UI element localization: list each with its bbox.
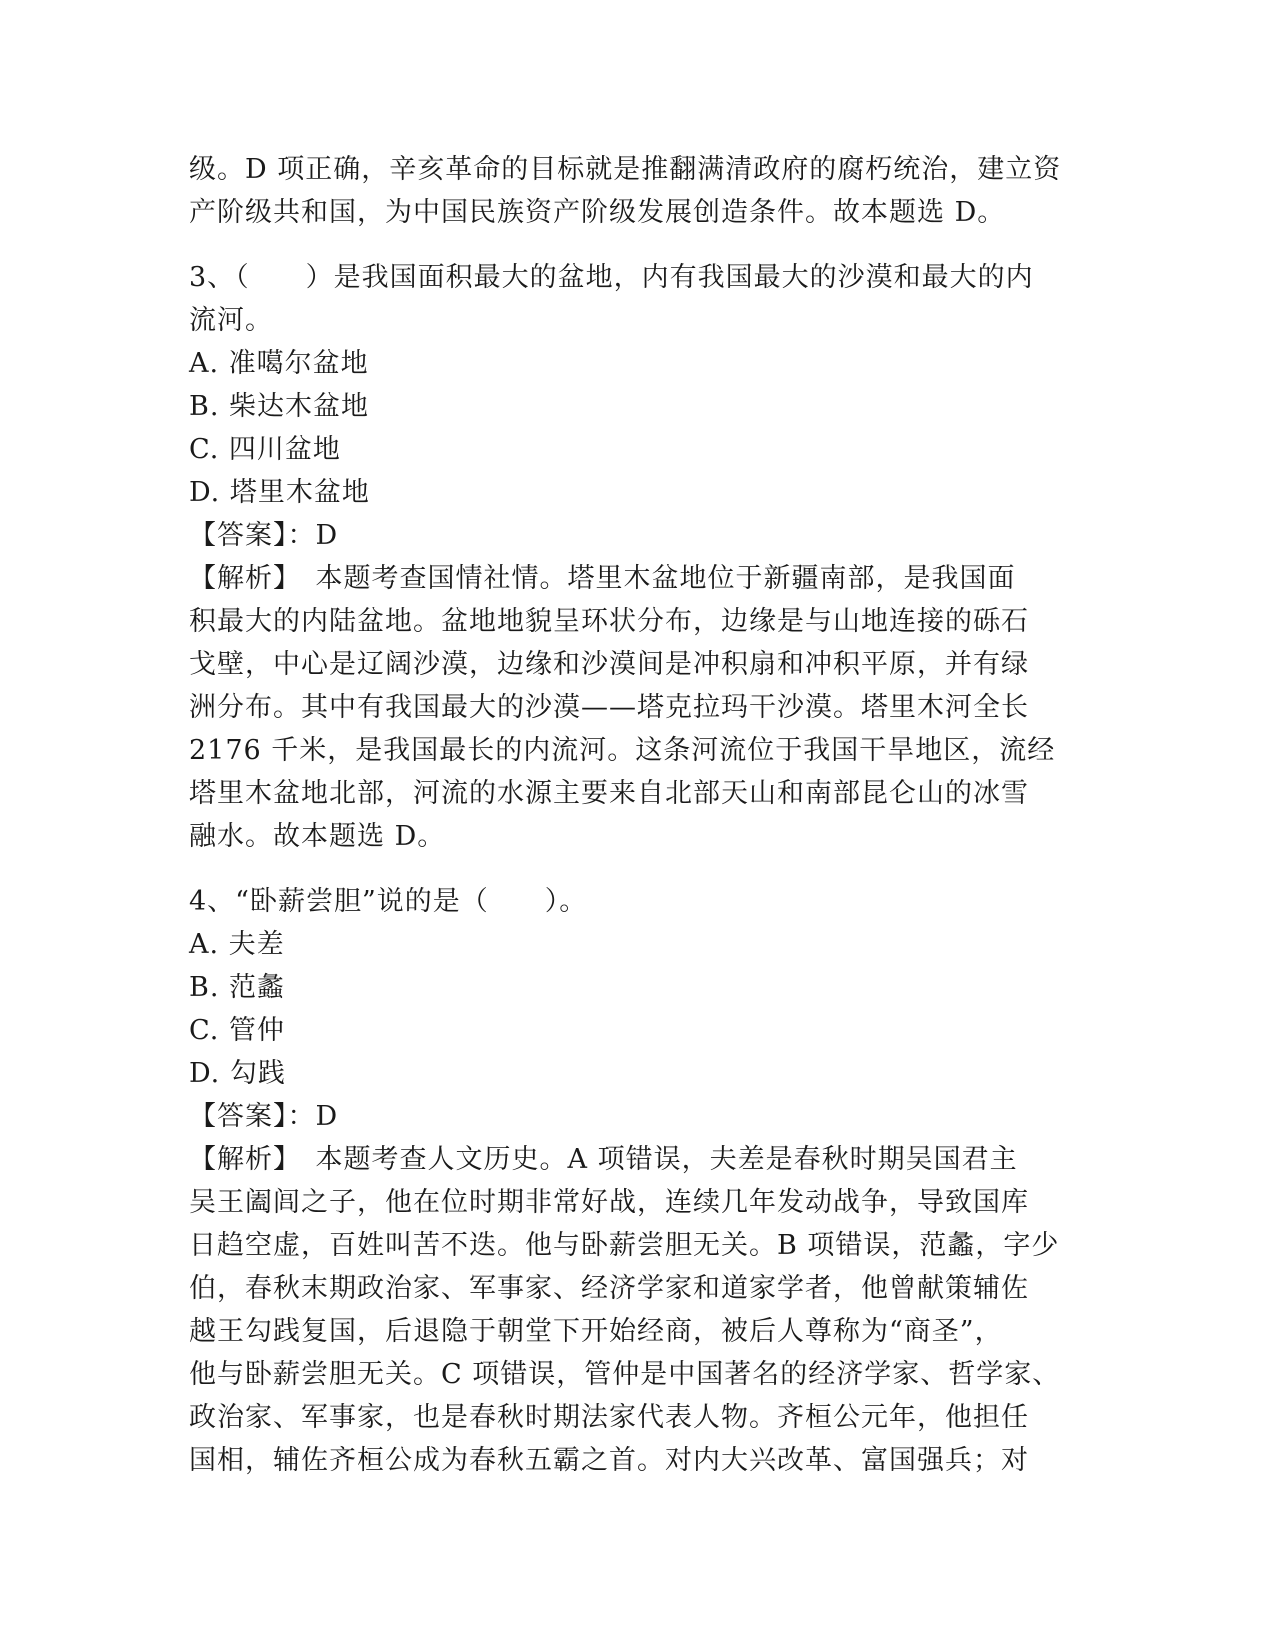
question-stem-line: 4、“卧薪尝胆”说的是（ ）。 <box>189 886 588 917</box>
option-a: A. 准噶尔盆地 <box>189 348 369 379</box>
option-c: C. 管仲 <box>189 1015 285 1046</box>
analysis-line: 融水。故本题选 D。 <box>189 821 446 852</box>
analysis-line: 伯，春秋末期政治家、军事家、经济学家和道家学者，他曾献策辅佐 <box>189 1273 1029 1304</box>
analysis-line: 政治家、军事家，也是春秋时期法家代表人物。齐桓公元年，他担任 <box>189 1402 1029 1433</box>
analysis-line: 【解析】 本题考查国情社情。塔里木盆地位于新疆南部，是我国面 <box>189 563 1016 594</box>
paragraph-gap <box>189 858 1089 880</box>
analysis-line: 积最大的内陆盆地。盆地地貌呈环状分布，边缘是与山地连接的砾石 <box>189 606 1029 637</box>
paragraph-gap <box>189 234 1089 256</box>
question-4 <box>189 880 1089 1482</box>
option-a: A. 夫差 <box>189 929 285 960</box>
analysis-line: 2176 千米，是我国最长的内流河。这条河流位于我国干旱地区，流经 <box>189 735 1056 766</box>
analysis-line: 戈壁，中心是辽阔沙漠，边缘和沙漠间是冲积扇和冲积平原，并有绿 <box>189 649 1029 680</box>
option-d: D. 勾践 <box>189 1058 286 1089</box>
continuation-paragraph <box>189 148 1089 234</box>
option-b: B. 范蠡 <box>189 972 286 1003</box>
analysis-line: 【解析】 本题考查人文历史。A 项错误，夫差是春秋时期吴国君主 <box>189 1144 1018 1175</box>
answer-line: 【答案】：D <box>189 520 339 551</box>
question-3 <box>189 256 1089 858</box>
option-c: C. 四川盆地 <box>189 434 341 465</box>
option-d: D. 塔里木盆地 <box>189 477 370 508</box>
option-b: B. 柴达木盆地 <box>189 391 370 422</box>
analysis-line: 国相，辅佐齐桓公成为春秋五霸之首。对内大兴改革、富国强兵；对 <box>189 1445 1029 1476</box>
analysis-line: 塔里木盆地北部，河流的水源主要来自北部天山和南部昆仑山的冰雪 <box>189 778 1029 809</box>
analysis-line: 洲分布。其中有我国最大的沙漠——塔克拉玛干沙漠。塔里木河全长 <box>189 692 1029 723</box>
question-stem-line: 流河。 <box>189 305 273 336</box>
question-stem-line: 3、（ ）是我国面积最大的盆地，内有我国最大的沙漠和最大的内 <box>189 262 1034 293</box>
analysis-line: 日趋空虚，百姓叫苦不迭。他与卧薪尝胆无关。B 项错误，范蠡，字少 <box>189 1230 1060 1261</box>
text-line: 级。D 项正确，辛亥革命的目标就是推翻满清政府的腐朽统治，建立资 <box>189 154 1062 185</box>
analysis-line: 他与卧薪尝胆无关。C 项错误，管仲是中国著名的经济学家、哲学家、 <box>189 1359 1061 1390</box>
answer-line: 【答案】：D <box>189 1101 339 1132</box>
analysis-line: 吴王阖闾之子，他在位时期非常好战，连续几年发动战争，导致国库 <box>189 1187 1029 1218</box>
document-page <box>189 148 1089 1482</box>
text-line: 产阶级共和国，为中国民族资产阶级发展创造条件。故本题选 D。 <box>189 197 1006 228</box>
analysis-line: 越王勾践复国，后退隐于朝堂下开始经商，被后人尊称为“商圣”， <box>189 1316 1003 1347</box>
